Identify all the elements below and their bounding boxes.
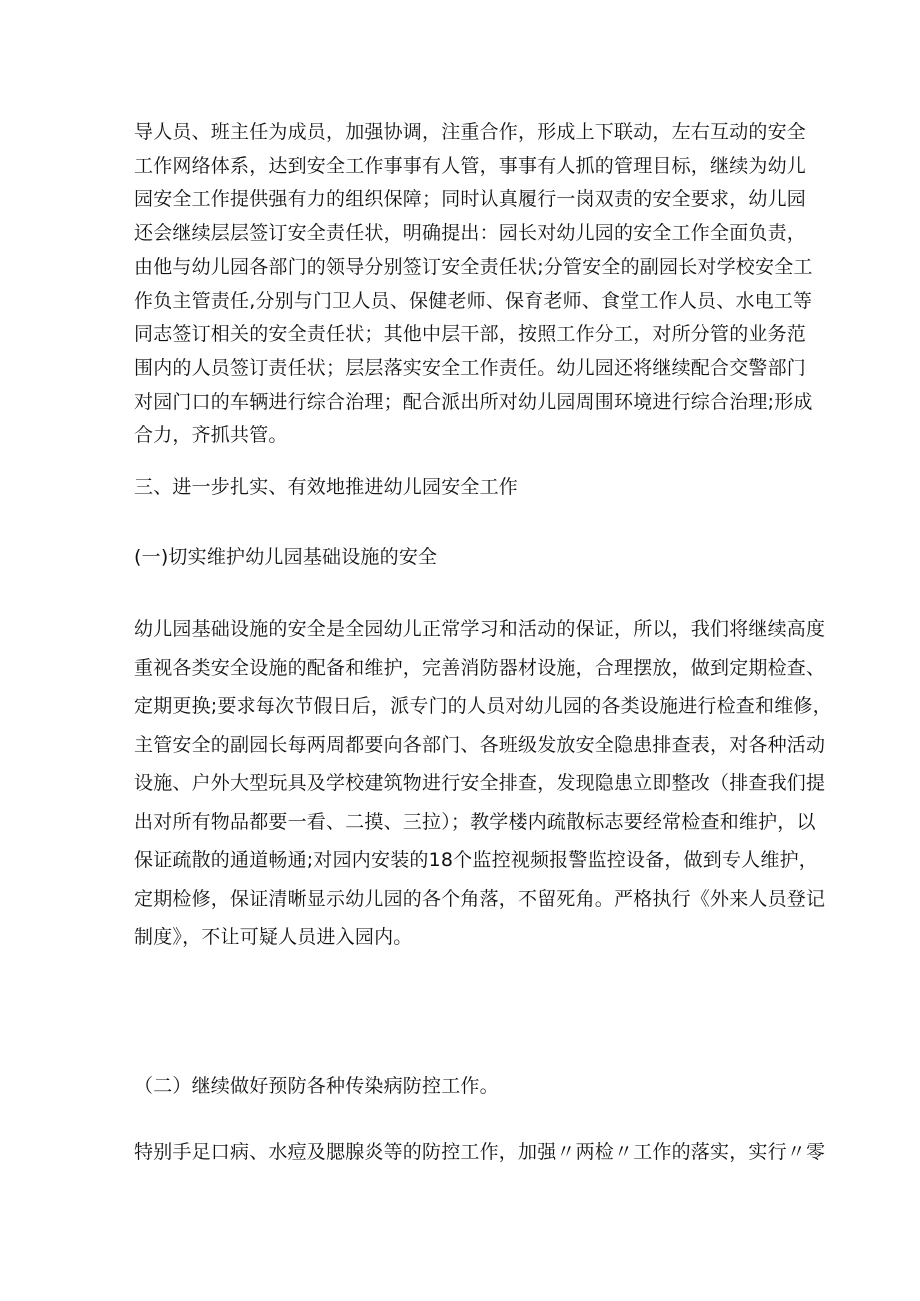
text-line: 园安全工作提供强有力的组织保障；同时认真履行一岗双责的安全要求，幼儿园 [134,188,807,211]
section-heading-3 [134,471,814,504]
text-line: 出对所有物品都要一看、二摸、三拉）；教学楼内疏散标志要经常检查和维护，以 [134,810,816,833]
text-line: 合力，齐抓共管。 [134,424,288,447]
text-line: 由他与幼儿园各部门的领导分别签订安全责任状;分管安全的副园长对学校安全工 [134,255,813,278]
text-line: 制度》，不让可疑人员进入园内。 [134,926,413,948]
text-line: 定期检修，保证清晰显示幼儿园的各个角落，不留死角。严格执行《外来人员登记 [134,887,826,910]
subsection-heading-1 [134,541,814,574]
text-line: 对园门口的车辆进行综合治理；配合派出所对幼儿园周围环境进行综合治理;形成 [134,390,813,413]
text-line: 围内的人员签订责任状；层层落实安全工作责任。幼儿园还将继续配合交警部门 [134,356,807,379]
text-line: 同志签订相关的安全责任状；其他中层干部，按照工作分工，对所分管的业务范 [134,323,807,346]
text-line: 还会继续层层签订安全责任状，明确提出：园长对幼儿园的安全工作全面负责， [134,222,807,245]
text-line: 主管安全的副园长每两周都要向各部门、各班级发放安全隐患排查表，对各种活动 [134,733,826,756]
text-line: 特别手足口病、水痘及腮腺炎等的防控工作，加强〃两检〃工作的落实，实行〃零 [134,1141,826,1163]
body-paragraph-facilities [134,610,832,957]
text-line: 工作网络体系，达到安全工作事事有人管，事事有人抓的管理目标，继续为幼儿 [134,154,807,177]
body-paragraph-disease-control [134,1136,826,1169]
text-line: 设施、户外大型玩具及学校建筑物进行安全排查，发现隐患立即整改（排查我们提 [134,772,826,794]
text-line: 作负主管责任,分别与门卫人员、保健老师、保育老师、食堂工作人员、水电工等 [134,289,813,312]
text-line: 保证疏散的通道畅通;对园内安装的18个监控视频报警监控设备，做到专人维护， [134,849,818,871]
text-line: 重视各类安全设施的配备和维护，完善消防器材设施，合理摆放，做到定期检查、 [134,656,826,679]
heading-text: (一)切实维护幼儿园基础设施的安全 [134,546,438,568]
text-line: 定期更换;要求每次节假日后，派专门的人员对幼儿园的各类设施进行检查和维修， [134,695,832,717]
heading-text: 三、进一步扎实、有效地推进幼儿园安全工作 [134,476,519,498]
text-line: 导人员、班主任为成员，加强协调，注重合作，形成上下联动，左右互动的安全 [134,121,807,143]
text-line: 幼儿园基础设施的安全是全园幼儿正常学习和活动的保证，所以，我们将继续高度 [134,618,826,640]
heading-text: （二）继续做好预防各种传染病防控工作。 [134,1075,499,1097]
body-paragraph-safety-network [134,116,814,453]
subsection-heading-2 [134,1070,814,1103]
